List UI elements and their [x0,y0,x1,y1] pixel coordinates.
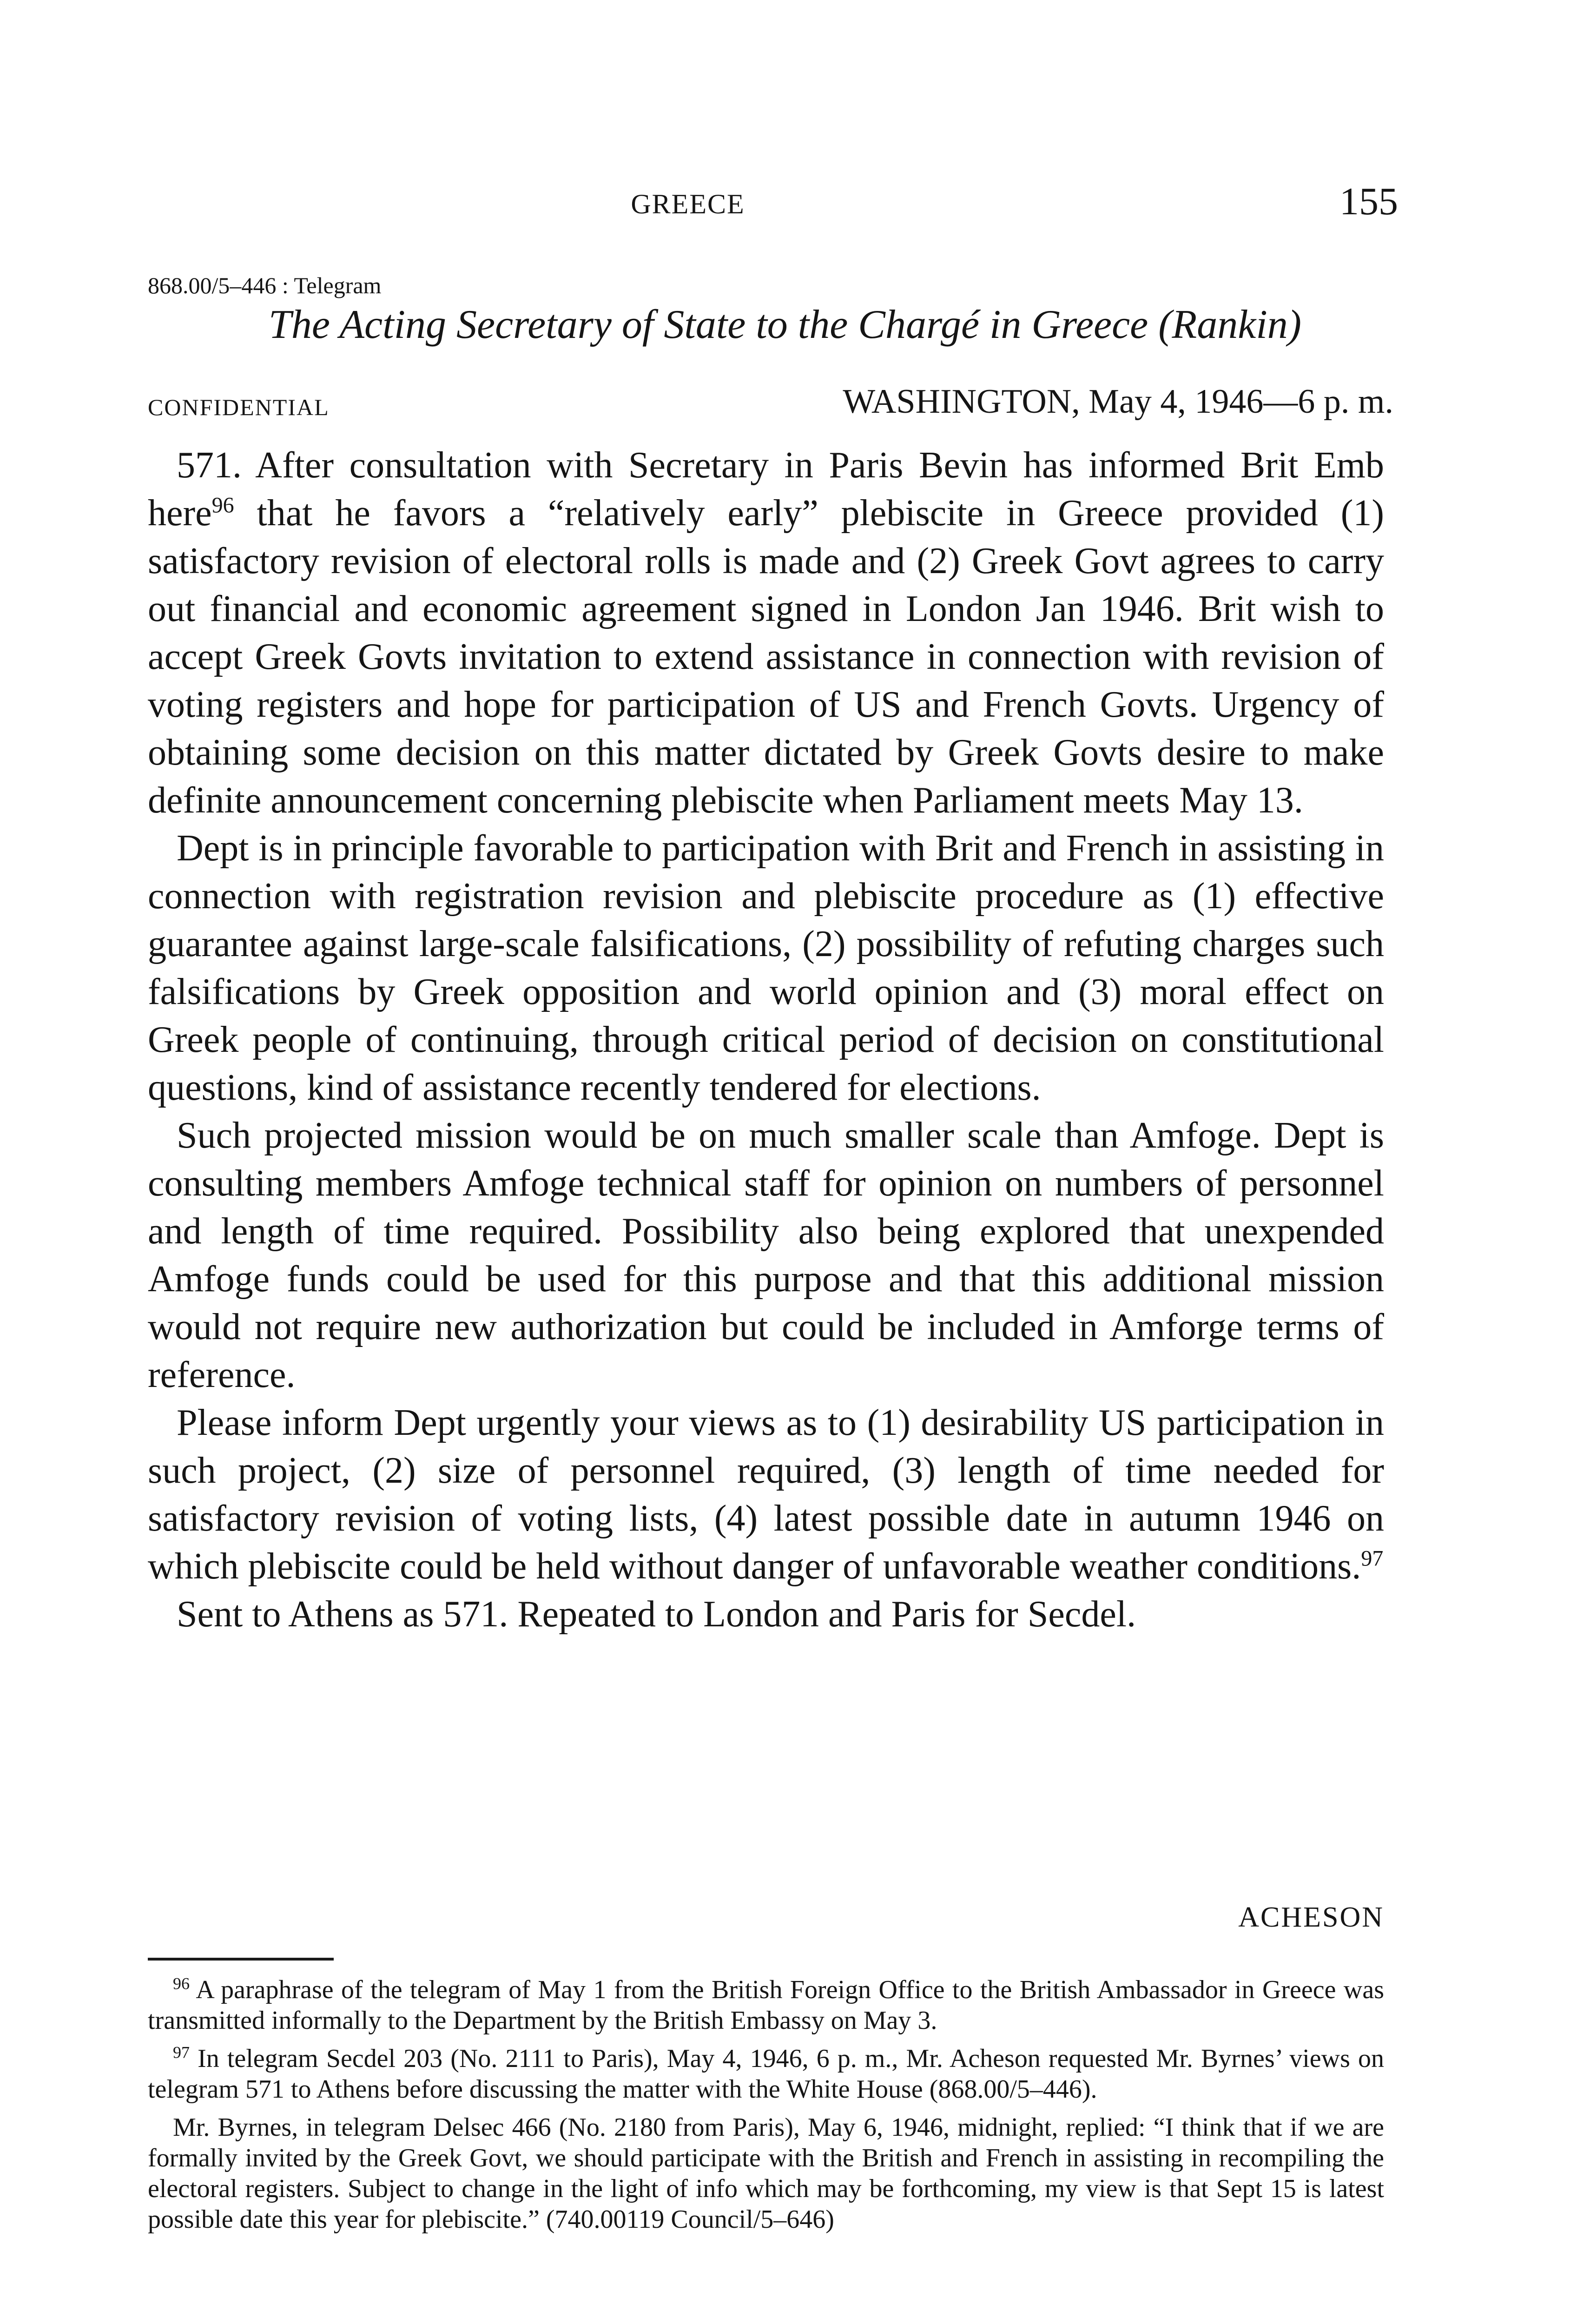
paragraph-4-text: Please inform Dept urgently your views as to (1) desirability US participation in such project, (2) size of personnel required, (3) length of time needed for satisfactory revision of voting lists, (4) latest possible date in autumn 1946 on which plebiscite could be held without danger of unfavorable weather conditions. [148,1402,1384,1587]
paragraph-4 [148,1399,1384,1591]
document-title: The Acting Secretary of State to the Chargé in Greece (Rankin) [268,302,1302,347]
file-reference: 868.00/5–446 : Telegram [148,272,382,298]
paragraph-1-text-b: that he favors a “relatively early” plebiscite in Greece provided (1) satisfactory revision of electoral rolls is made and (2) Greek Govt agrees to carry out financial and economic agreement signed in London Jan 1946. Brit wish to accept Greek Govts invitation to extend assistance in connection with revision of voting registers and hope for participation of US and French Govts. Urgency of obtaining some decision on this matter dictated by Greek Govts desire to make definite announcement concerning plebiscite when Parliament meets May 13. [148,493,1384,821]
telegram-body [148,442,1384,1638]
paragraph-2: Dept is in principle favorable to participation with Brit and French in assisting in connection with registration revision and plebiscite procedure as (1) effective guarantee against large-scale falsifications, (2) possibility of refuting charges such falsifications by Greek opposition and world opinion and (3) moral effect on Greek people of continuing, through critical period of decision on constitutional questions, kind of assistance recently tendered for elections. [148,828,1384,1108]
footnotes [148,1974,1384,2242]
footnote-97 [148,2043,1384,2105]
footnote-ref-96: 96 [211,493,234,518]
paragraph-1-text-a: 571. After consultation with Secretary in Paris Bevin has informed Brit Emb here [148,445,1384,534]
footnote-97-continued: Mr. Byrnes, in telegram Delsec 466 (No. 2180 from Paris), May 6, 1946, midnight, replied: “I think that if we are formally invited by the Greek Govt, we should participate with the British and French in assisting in recompiling the electoral registers. Subject to change in the light of info which may be forthcoming, my view is that Sept 15 is latest possible date this year for plebiscite.” (740.00119 Council/5–646) [148,2113,1384,2234]
footnote-96-mark: 96 [173,1974,190,1993]
footnote-96-text: A paraphrase of the telegram of May 1 from the British Foreign Office to the British Ambassador in Greece was transmitted informally to the Department by the British Embassy on May 3. [148,1975,1384,2035]
footnote-divider [148,1958,334,1961]
page-number: 155 [1339,180,1398,223]
signature: ACHESON [1238,1901,1384,1933]
running-head: GREECE [631,189,745,219]
footnote-97-mark: 97 [173,2043,190,2062]
classification-label: CONFIDENTIAL [148,394,330,420]
paragraph-5: Sent to Athens as 571. Repeated to London and Paris for Secdel. [177,1594,1136,1635]
footnote-97-text: In telegram Secdel 203 (No. 2111 to Paris), May 4, 1946, 6 p. m., Mr. Acheson requested Mr. Byrnes’ views on telegram 571 to Athens before discussing the matter with the White House (868.00/5–446). [148,2044,1384,2104]
paragraph-1 [148,442,1384,825]
paragraph-3: Such projected mission would be on much smaller scale than Amfoge. Dept is consulting members Amfoge technical staff for opinion on numbers of personnel and length of time required. Possibility also being explored that unexpended Amfoge funds could be used for this purpose and that this additional mission would not require new authorization but could be included in Amforge terms of reference. [148,1115,1384,1395]
footnote-96 [148,1974,1384,2036]
footnote-ref-97: 97 [1361,1546,1384,1571]
dateline: WASHINGTON, May 4, 1946—6 p. m. [843,383,1393,421]
